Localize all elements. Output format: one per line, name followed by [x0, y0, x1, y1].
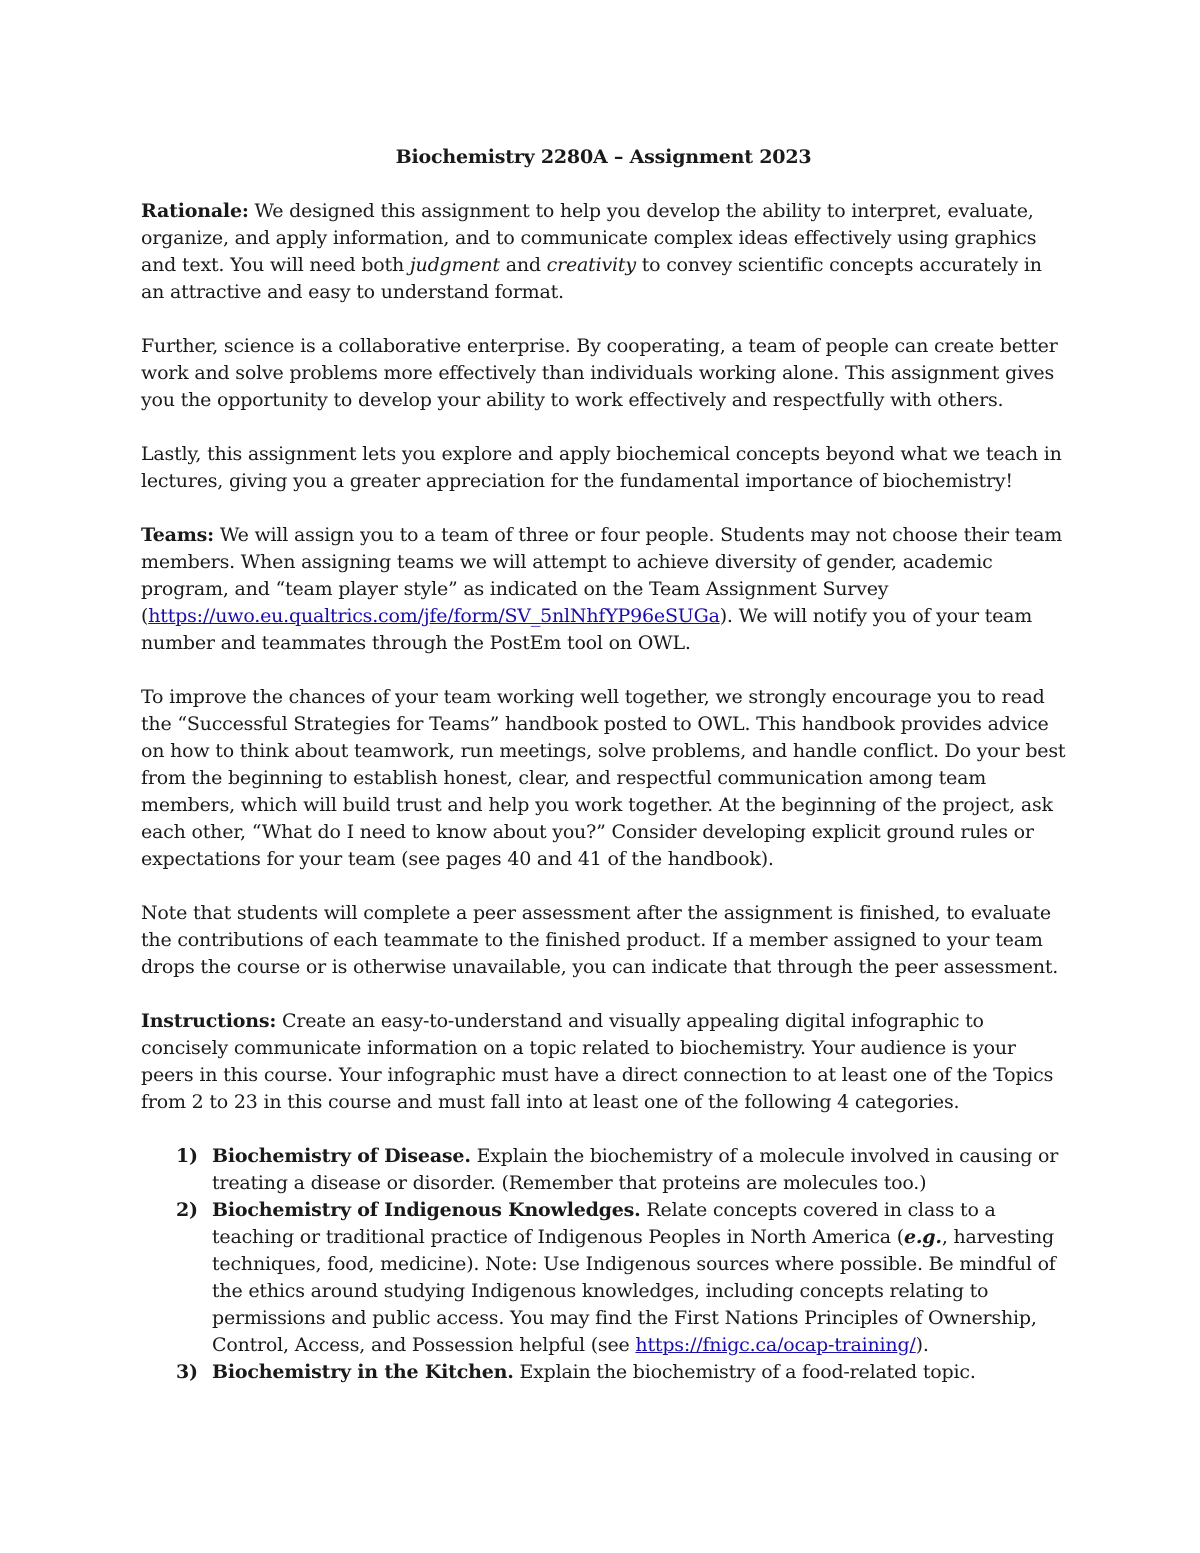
category-title: Biochemistry in the Kitchen. — [212, 1361, 514, 1383]
category-number: 2) — [176, 1199, 198, 1221]
category-list — [141, 1143, 1066, 1386]
survey-link[interactable]: https://uwo.eu.qualtrics.com/jfe/form/SV_5nlNhfYP96eSUGa — [148, 605, 720, 627]
rationale-label: Rationale: — [141, 200, 249, 222]
category-item: 1) Biochemistry of Disease. Explain the biochemistry of a molecule involved in causing or treating a disease or disorder. (Remember that proteins are molecules too.) — [176, 1145, 1059, 1194]
teams-paragraph: Teams: We will assign you to a team of three or four people. Students may not choose their team members. When assigning teams we will attempt to achieve diversity of gender, academic program, and “team player style” as indicated on the Team Assignment Survey (https://uwo.eu.qualtrics.com/jfe/form/SV_5nlNhfYP96eSUGa). We will notify you of your team number and teammates through the PostEm tool on OWL. — [141, 524, 1063, 654]
instructions-label: Instructions: — [141, 1010, 277, 1032]
creativity-emphasis: creativity — [546, 254, 636, 276]
category-number: 1) — [176, 1145, 198, 1167]
page-title: Biochemistry 2280A – Assignment 2023 — [395, 146, 812, 168]
rationale-paragraph: Rationale: We designed this assignment to help you develop the ability to interpret, evaluate, organize, and apply information, and to communicate complex ideas effectively using graphics and text. You will need both judgment and creativity to convey scientific concepts accurately in an attractive and easy to understand format. — [141, 200, 1042, 303]
eg-emphasis: e.g. — [904, 1226, 942, 1248]
category-number: 3) — [176, 1361, 198, 1383]
collaboration-paragraph: Further, science is a collaborative enterprise. By cooperating, a team of people can create better work and solve problems more effectively than individuals working alone. This assignment gives you the opportunity to develop your ability to work effectively and respectfully with others. — [141, 335, 1058, 411]
category-item: 2) Biochemistry of Indigenous Knowledges. Relate concepts covered in class to a teaching or traditional practice of Indigenous Peoples in North America (e.g., harvesting techniques, food, medicine). Note: Use Indigenous sources where possible. Be mindful of the ethics around studying Indigenous knowledges, including concepts relating to permissions and public access. You may find the First Nations Principles of Ownership, Control, Access, and Possession helpful (see https://fnigc.ca/ocap-training/). — [176, 1199, 1056, 1356]
ocap-link[interactable]: https://fnigc.ca/ocap-training/ — [635, 1334, 916, 1356]
lastly-paragraph: Lastly, this assignment lets you explore and apply biochemical concepts beyond what we teach in lectures, giving you a greater appreciation for the fundamental importance of biochemistry! — [141, 443, 1062, 492]
peer-assessment-paragraph: Note that students will complete a peer assessment after the assignment is finished, to evaluate the contributions of each teammate to the finished product. If a member assigned to your team drops the course or is otherwise unavailable, you can indicate that through the peer assessment. — [141, 902, 1059, 978]
judgment-emphasis: judgment — [409, 254, 500, 276]
teams-label: Teams: — [141, 524, 214, 546]
teamwork-advice-paragraph: To improve the chances of your team working well together, we strongly encourage you to read the “Successful Strategies for Teams” handbook posted to OWL. This handbook provides advice on how to think about teamwork, run meetings, solve problems, and handle conflict. Do your best from the beginning to establish honest, clear, and respectful communication among team members, which will build trust and help you work together. At the beginning of the project, ask each other, “What do I need to know about you?” Consider developing explicit ground rules or expectations for your team (see pages 40 and 41 of the handbook). — [141, 686, 1066, 870]
category-title: Biochemistry of Indigenous Knowledges. — [212, 1199, 641, 1221]
category-item: 3) Biochemistry in the Kitchen. Explain the biochemistry of a food-related topic. — [141, 1359, 1066, 1386]
instructions-paragraph: Instructions: Create an easy-to-understand and visually appealing digital infographic to concisely communicate information on a topic related to biochemistry. Your audience is your peers in this course. Your infographic must have a direct connection to at least one of the Topics from 2 to 23 in this course and must fall into at least one of the following 4 categories. — [141, 1010, 1054, 1113]
document-body — [141, 144, 1066, 1386]
category-title: Biochemistry of Disease. — [212, 1145, 471, 1167]
